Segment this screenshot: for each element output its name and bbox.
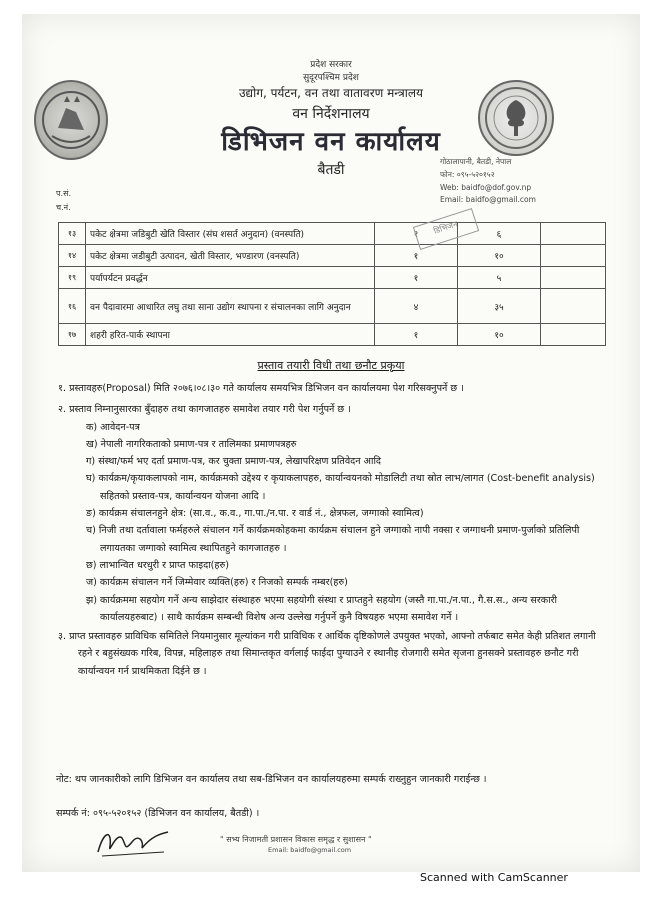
- footer-email: Email: baidfo@gmail.com: [268, 846, 352, 854]
- empty-cell: [541, 245, 606, 267]
- table-row: [59, 245, 606, 267]
- contact-email: Email: baidfo@gmail.com: [440, 195, 536, 204]
- amount-cell: ५: [458, 267, 541, 289]
- amount-cell: ३५: [458, 289, 541, 324]
- list-item: झ) कार्यक्रममा सहयोग गर्ने अन्य साझेदार संस्थाहरु भएमा सहयोगी संस्था र प्राप्तहुने सहयोग (जस्तै गा.पा./न.पा., गै.स.स., अन्य सरकारी कार्यालयहरुबाट) । साथै कार्यक्रम सम्बन्धी विशेष अन्य उल्लेख गर्नुपर्ने कुनै विषयहरु भएमा समावेश गर्ने ।: [86, 594, 558, 623]
- header-ministry: उद्योग, पर्यटन, वन तथा वातावरण मन्त्रालय: [238, 86, 424, 100]
- list-item: च) निजी तथा दर्तावाला फर्महरुले संचालन गर्ने कार्यक्रमकोहकमा कार्यक्रम संचालन हुने जग्गाको नापी नक्सा र जग्गाधनी प्रमाण-पुर्जाको प्रतिलिपी लगायतका जग्गाको स्वामित्व स्थापितहुने कागजातहरु ।: [86, 525, 580, 554]
- letter-ref-patra: प.सं.: [56, 189, 72, 198]
- list-item: क) आवेदन-पत्र: [86, 421, 140, 433]
- amount-cell: ६: [458, 223, 541, 245]
- quantity-cell: ४: [375, 289, 458, 324]
- empty-cell: [541, 223, 606, 245]
- list-item: ज) कार्यक्रम संचालन गर्ने जिम्मेवार व्यक्ति(हरु) र निजको सम्पर्क नम्बर(हरु): [86, 577, 348, 589]
- program-name-cell: पकेट क्षेत्रमा जडीबुटी उत्पादन, खेती विस्तार, भण्डारण (वनस्पति): [86, 245, 375, 267]
- table-row: [59, 267, 606, 289]
- list-item: घ) कार्यक्रम/कृयाकलापको नाम, कार्यक्रमको उद्देश्य र कृयाकलापहरु, कार्यान्वयनको मोडालिटी तथा स्रोत लाभ/लागत (Cost-benefit analysis) सहितको प्रस्ताव-पत्र, कार्यान्वयन योजना आदि ।: [86, 473, 595, 502]
- table-row: [59, 223, 606, 245]
- paragraph-deadline: १. प्रस्तावहरु(Proposal) मिति २०७६।०८।३० गते कार्यालय समयभित्र डिभिजन वन कार्यालयमा पेश गरिसक्नुपर्ने छ ।: [58, 383, 464, 394]
- serial-number-cell: १७: [59, 324, 86, 346]
- requirements-list: [58, 419, 606, 627]
- note-paragraph: नोट: थप जानकारीको लागि डिभिजन वन कार्यालय तथा सब-डिभिजन वन कार्यालयहरुमा सम्पर्क राख्नुहुन जानकारी गराईन्छ ।: [56, 774, 487, 785]
- amount-cell: १०: [458, 324, 541, 346]
- paragraph-selection: ३. प्राप्त प्रस्तावहरु प्राविधिक समितिले नियमानुसार मूल्यांकन गरी प्राविधिक र आर्थिक दृष्टिकोणले उपयुक्त भएको, आफ्नो तर्फबाट समेत केही प्रतिशत लगानी रहने र बहुसंख्यक गरिब, विपन्न, महिलाहरु तथा सिमान्तकृत वर्गलाई फाईदा पुग्याउने र स्थानीइ रोजगारी समेत सृजना हुनसक्ने प्रस्तावहरु छनौट गरी कार्यान्वयन गर्न प्राथमिकता दिईने छ ।: [58, 631, 596, 677]
- program-name-cell: शहरी हरित-पार्क स्थापना: [86, 324, 375, 346]
- serial-number-cell: १६: [59, 289, 86, 324]
- table-row: [59, 324, 606, 346]
- serial-number-cell: १४: [59, 245, 86, 267]
- scanner-watermark: Scanned with CamScanner: [420, 871, 568, 884]
- empty-cell: [541, 324, 606, 346]
- quantity-cell: १: [375, 267, 458, 289]
- program-name-cell: पकेट क्षेत्रमा जडिबुटी खेति विस्तार (संघ शसर्त अनुदान) (वनस्पति): [86, 223, 375, 245]
- serial-number-cell: १९: [59, 267, 86, 289]
- paragraph-requirements: २. प्रस्ताव निम्नानुसारका बुँदाहरु तथा कागजातहरु समावेश तयार गरी पेश गर्नुपर्ने छ ।: [58, 404, 351, 416]
- program-name-cell: पर्यापर्यटन प्रवर्द्धन: [86, 267, 375, 289]
- program-table: [58, 222, 606, 346]
- contact-web: Web: baidfo@dof.gov.np: [440, 183, 532, 192]
- section-title: प्रस्ताव तयारी विधी तथा छनौट प्रकृया: [257, 359, 405, 372]
- header-line-province: प्रदेश सरकार: [310, 60, 352, 70]
- office-stamp: डिभिजन: [413, 208, 479, 250]
- list-item: छ) लाभान्वित धरधुरी र प्राप्त फाइदा(हरु): [86, 559, 230, 571]
- list-item: ग) संस्था/फर्म भए दर्ता प्रमाण-पत्र, कर चुक्ता प्रमाण-पत्र, लेखापरिक्षण प्रतिवेदन आदि: [86, 456, 382, 468]
- header-office-name: डिभिजन वन कार्यालय: [221, 127, 441, 157]
- contact-location: गोठालापानी, बैतडी, नेपाल: [440, 157, 512, 166]
- empty-cell: [541, 289, 606, 324]
- serial-number-cell: १३: [59, 223, 86, 245]
- amount-cell: १०: [458, 245, 541, 267]
- signature-icon: [94, 822, 172, 862]
- contact-phone: फोन: ०९५-५२०१५२: [440, 170, 495, 179]
- header-place: बैतडी: [317, 162, 345, 178]
- list-item: ङ) कार्यक्रम संचालनहुने क्षेत्र: (सा.व., क.व., गा.पा./न.पा. र वार्ड नं., क्षेत्रफल, जग्गाको स्वामित्व): [86, 508, 424, 520]
- header-line-region: सुदूरपश्चिम प्रदेश: [303, 73, 359, 83]
- quantity-cell: १: [375, 223, 458, 245]
- program-name-cell: वन पैदावारमा आधारित लघु तथा साना उद्योग स्थापना र संचालनका लागि अनुदान: [86, 289, 375, 324]
- empty-cell: [541, 267, 606, 289]
- contact-number-line: सम्पर्क नं: ०९५-५२०१५२ (डिभिजन वन कार्यालय, बैतडी) ।: [56, 808, 260, 819]
- letter-ref-chalani: च.नं.: [56, 203, 71, 212]
- list-item: ख) नेपाली नागरिकताको प्रमाण-पत्र र तालिमका प्रमाणपत्रहरु: [86, 438, 297, 450]
- slogan: " सभ्य निजामती प्रशासन विकास समृद्ध र सुशासन ": [220, 835, 372, 844]
- table-row: [59, 289, 606, 324]
- quantity-cell: १: [375, 245, 458, 267]
- proposal-instructions: [58, 380, 606, 680]
- quantity-cell: १: [375, 324, 458, 346]
- header-directorate: वन निर्देशनालय: [292, 106, 370, 122]
